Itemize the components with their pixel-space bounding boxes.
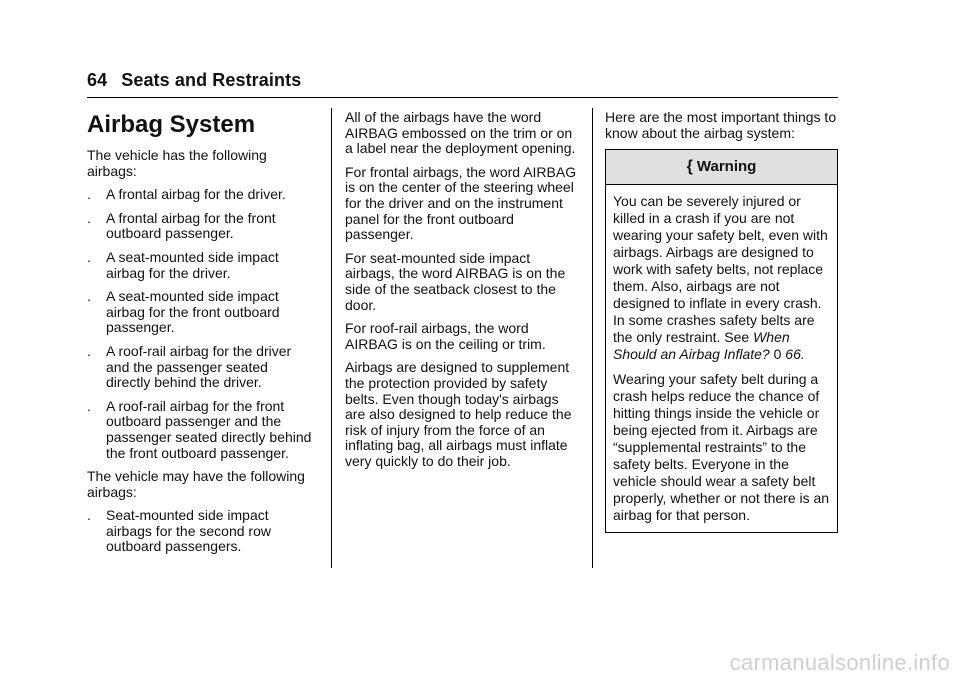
warning-header: [606, 150, 837, 185]
bullet: .: [87, 186, 91, 203]
watermark: carmanualsonline.info: [729, 650, 950, 675]
page-number: 64: [87, 70, 108, 90]
list-item: [87, 289, 315, 336]
warning-body: [606, 185, 837, 524]
section-heading: Airbag System: [87, 111, 256, 138]
paragraph: Airbags are designed to supplement the protection provided by safety belts. Even though today's airbags are also designed to help reduce the risk of injury from the force of an inflating bag, all airbags must inflate very quickly to do their job.: [345, 359, 572, 469]
warning-box: [605, 149, 838, 533]
bullet: .: [87, 209, 91, 226]
page-header: [87, 70, 301, 91]
list-item: [87, 187, 315, 203]
column-divider-2: [592, 108, 593, 568]
page-ref-icon: 0: [773, 346, 782, 363]
warning-text: You can be severely injured or killed in a crash if you are not wearing your safety belt, even with airbags. Airbags are designed to work with safety belts, not replace them. Also, airbags are not designed to inflate in every crash. In some crashes safety belts are the only restraint. See: [613, 193, 828, 346]
section-title: Seats and Restraints: [121, 70, 302, 90]
list-item: [87, 250, 315, 281]
cross-reference-link[interactable]: When Should an Airbag Inflate?: [613, 329, 790, 363]
list-item-text: A roof-rail airbag for the driver and the passenger seated directly behind the driver.: [106, 342, 292, 391]
intro-text: The vehicle has the following airbags:: [87, 147, 267, 179]
list-item: [87, 344, 315, 391]
warning-paragraph-2: Wearing your safety belt during a crash helps reduce the chance of hitting things inside the vehicle or being ejected from it. Airbags are “supplemental restraints” to the safety belts. Everyone in the vehicle should wear a safety belt properly, whether or not there is an airbag for that person.: [613, 371, 830, 524]
list-item-text: A roof-rail airbag for the front outboard passenger and the passenger seated directly behind the front outboard passenger.: [106, 397, 312, 461]
paragraph: For frontal airbags, the word AIRBAG is on the center of the steering wheel for the driver and on the instrument panel for the front outboard passenger.: [345, 163, 577, 243]
column-3: [605, 110, 838, 533]
paragraph: For roof-rail airbags, the word AIRBAG is on the ceiling or trim.: [345, 320, 546, 352]
paragraph: For seat-mounted side impact airbags, the word AIRBAG is on the side of the seatback closest to the door.: [345, 249, 566, 313]
list-item-text: A frontal airbag for the front outboard passenger.: [106, 209, 276, 242]
header-rule: [87, 97, 838, 98]
bullet: .: [87, 397, 91, 414]
warning-paragraph-1: You can be severely injured or killed in a crash if you are not wearing your safety belt, even with airbags. Airbags are designed to work with safety belts, not replace them. Also, airbags are not designed to inflate in every crash. In some crashes safety belts are the only restraint. See When Should an Airbag Inflate? 0 66.: [613, 193, 828, 363]
list-item-text: A frontal airbag for the driver.: [106, 186, 286, 203]
bullet: .: [87, 288, 91, 305]
intro-text-2: The vehicle may have the following airbags:: [87, 468, 305, 500]
column-1: [87, 110, 315, 563]
bullet: .: [87, 507, 91, 524]
bullet: .: [87, 342, 91, 359]
warning-title: Warning: [696, 158, 757, 176]
list-item: [87, 211, 315, 242]
column-2: [345, 110, 580, 477]
list-item: [87, 508, 315, 555]
optional-airbag-list: [87, 508, 315, 555]
warning-icon: {: [686, 158, 693, 176]
column-divider-1: [331, 108, 332, 568]
intro-text: Here are the most important things to know about the airbag system:: [605, 109, 837, 141]
paragraph: All of the airbags have the word AIRBAG embossed on the trim or on a label near the deployment opening.: [345, 109, 576, 157]
list-item-text: A seat-mounted side impact airbag for the driver.: [106, 248, 279, 281]
list-item-text: A seat-mounted side impact airbag for the front outboard passenger.: [106, 288, 280, 336]
bullet: .: [87, 248, 91, 265]
list-item: [87, 399, 315, 461]
page-ref-number[interactable]: 66: [785, 346, 801, 363]
airbag-list: [87, 187, 315, 461]
list-item-text: Seat-mounted side impact airbags for the second row outboard passengers.: [106, 507, 271, 555]
